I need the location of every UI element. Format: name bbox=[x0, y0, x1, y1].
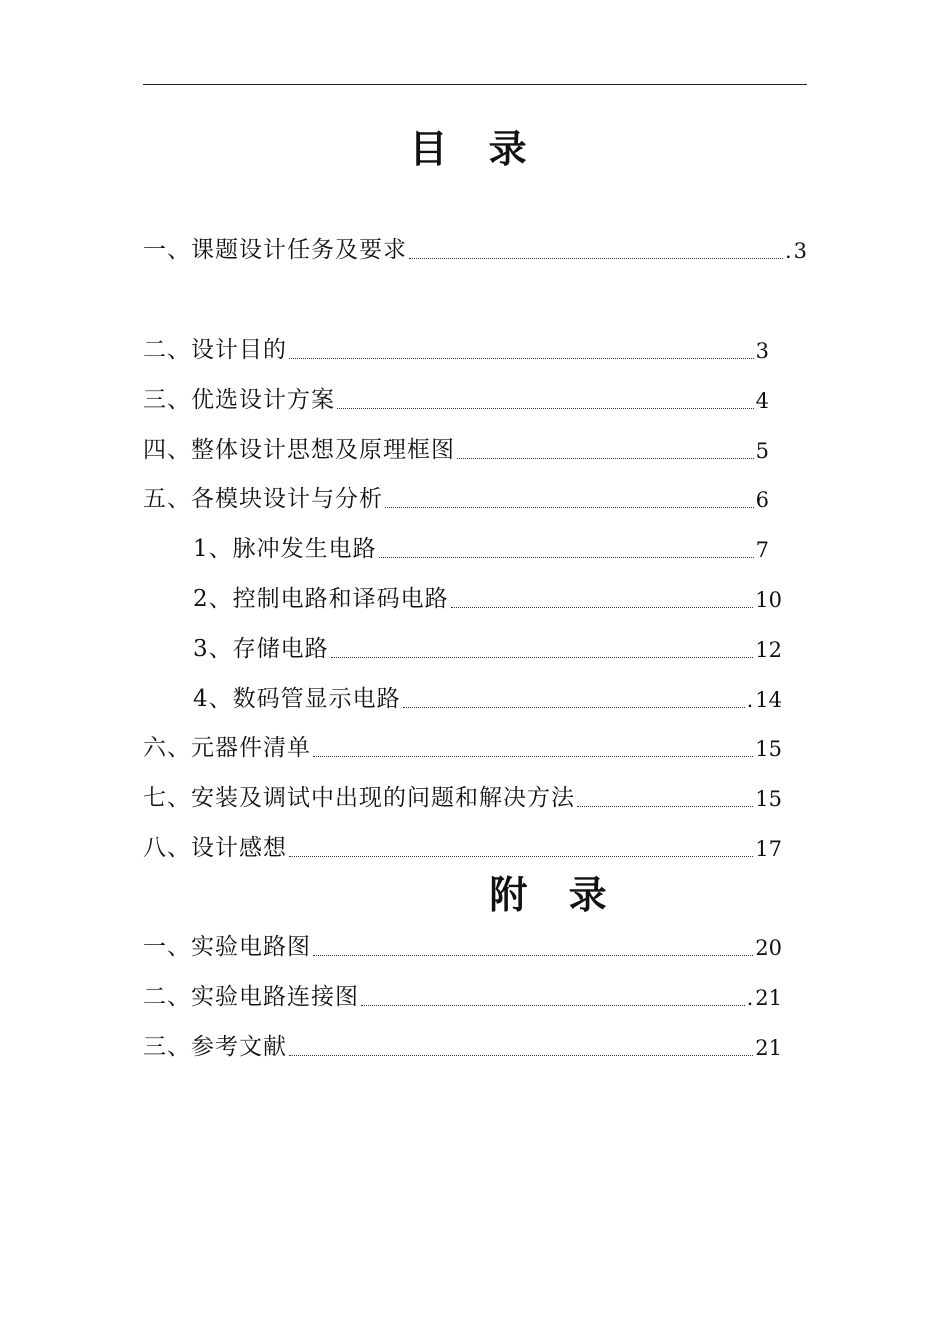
appendix-entry[interactable] bbox=[143, 929, 782, 959]
dot-leader bbox=[331, 657, 754, 658]
toc-entry[interactable] bbox=[143, 232, 807, 262]
appendix-entry[interactable] bbox=[143, 979, 782, 1009]
appendix-entry-label: 一、实验电路图 bbox=[143, 934, 311, 960]
toc-entry-label: 2、控制电路和译码电路 bbox=[193, 586, 449, 612]
toc-entry-label: 二、设计目的 bbox=[143, 337, 287, 363]
dot-leader bbox=[403, 707, 745, 708]
toc-entry-label: 一、课题设计任务及要求 bbox=[143, 237, 407, 263]
toc-entry-label: 五、各模块设计与分析 bbox=[143, 486, 383, 512]
dot-leader bbox=[385, 507, 754, 508]
toc-entry-label: 七、安装及调试中出现的问题和解决方法 bbox=[143, 785, 575, 811]
toc-entry[interactable] bbox=[143, 481, 769, 511]
toc-entry[interactable] bbox=[143, 382, 769, 412]
dot-leader bbox=[313, 756, 753, 757]
appendix-entry-page: . 21 bbox=[747, 988, 782, 1009]
appendix-entry-label: 三、参考文献 bbox=[143, 1034, 287, 1060]
dot-leader bbox=[289, 358, 754, 359]
toc-entry-page: 3 bbox=[755, 339, 769, 363]
appendix-entry[interactable] bbox=[143, 1029, 782, 1059]
toc-entry-page: . 3 bbox=[785, 241, 807, 262]
toc-entry[interactable] bbox=[143, 730, 782, 760]
toc-entry-label: 六、元器件清单 bbox=[143, 735, 311, 761]
toc-entry-label: 3、存储电路 bbox=[193, 636, 329, 662]
toc-entry-label: 三、优选设计方案 bbox=[143, 387, 335, 413]
dot-leader bbox=[361, 1005, 745, 1006]
header-rule bbox=[143, 84, 807, 85]
dot-leader bbox=[379, 557, 754, 558]
toc-entry-page: 17 bbox=[755, 837, 782, 861]
dot-leader bbox=[451, 607, 754, 608]
toc-entry-page: 10 bbox=[755, 588, 782, 612]
toc-entry-page: 12 bbox=[755, 638, 782, 662]
dot-leader bbox=[577, 806, 753, 807]
toc-entry-page: 7 bbox=[755, 538, 769, 562]
toc-subentry[interactable] bbox=[193, 581, 782, 611]
toc-entry-page: 4 bbox=[755, 389, 769, 413]
toc-entry-label: 4、数码管显示电路 bbox=[193, 686, 401, 712]
toc-entry-page: 6 bbox=[755, 488, 769, 512]
toc-entry-label: 四、整体设计思想及原理框图 bbox=[143, 437, 455, 463]
toc-entry-page: . 14 bbox=[747, 690, 782, 711]
toc-entry[interactable] bbox=[143, 332, 769, 362]
toc-subentry[interactable] bbox=[193, 681, 782, 711]
toc-subentry[interactable] bbox=[193, 631, 782, 661]
toc-entry[interactable] bbox=[143, 432, 769, 462]
appendix-entry-label: 二、实验电路连接图 bbox=[143, 984, 359, 1010]
dot-leader bbox=[289, 1055, 753, 1056]
toc-subentry[interactable] bbox=[193, 531, 769, 561]
appendix-entry-page: 21 bbox=[755, 1036, 782, 1060]
toc-entry-page: 15 bbox=[755, 737, 782, 761]
dot-leader bbox=[337, 408, 754, 409]
appendix-title: 附 录 bbox=[489, 873, 621, 917]
toc-entry-page: 5 bbox=[755, 439, 769, 463]
toc-title: 目 录 bbox=[409, 127, 541, 171]
dot-leader bbox=[409, 258, 783, 259]
toc-entry-label: 八、设计感想 bbox=[143, 835, 287, 861]
toc-entry[interactable] bbox=[143, 780, 782, 810]
toc-entry-label: 1、脉冲发生电路 bbox=[193, 536, 377, 562]
dot-leader bbox=[289, 856, 753, 857]
appendix-entry-page: 20 bbox=[755, 936, 782, 960]
toc-entry-page: 15 bbox=[755, 787, 782, 811]
dot-leader bbox=[457, 458, 754, 459]
toc-entry[interactable] bbox=[143, 830, 782, 860]
dot-leader bbox=[313, 955, 753, 956]
